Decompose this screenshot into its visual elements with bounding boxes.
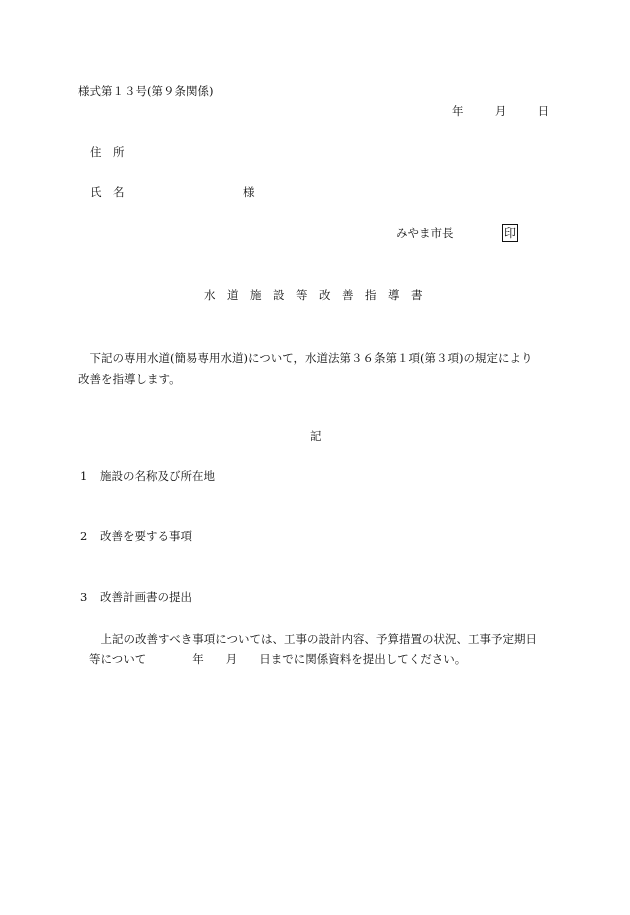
body-line-2: 改善を指導します。: [78, 372, 181, 386]
body-line-1: 下記の専用水道(簡易専用水道)について，水道法第３６条第１項(第３項)の規定により: [78, 351, 533, 365]
list-item: [80, 592, 192, 604]
item-text: 改善を要する事項: [100, 529, 192, 543]
detail-prefix: 等について: [89, 652, 147, 666]
detail-month: 月: [225, 652, 238, 666]
issuer-mayor: みやま市長: [396, 226, 454, 240]
form-number-label: 様式第１３号(第９条関係): [78, 84, 214, 98]
list-item: [80, 531, 192, 543]
item-number: 3: [80, 590, 88, 604]
list-item: [80, 471, 215, 483]
item-text: 施設の名称及び所在地: [100, 469, 215, 483]
submission-detail: [89, 629, 569, 669]
detail-line-2: [89, 649, 569, 669]
date-month: 月: [494, 104, 507, 118]
address-label: 住 所: [90, 145, 125, 159]
item-number: 1: [80, 469, 88, 483]
name-label: 氏 名: [90, 185, 125, 199]
seal-mark: 印: [504, 226, 517, 240]
date-day: 日: [537, 104, 550, 118]
item-text: 改善計画書の提出: [100, 590, 192, 604]
honorific-sama: 様: [243, 185, 255, 199]
date-year: 年: [452, 104, 464, 118]
detail-line-1: 上記の改善すべき事項については、工事の設計内容、予算措置の状況、工事予定期日: [89, 632, 538, 646]
document-title: 水 道 施 設 等 改 善 指 導 書: [204, 288, 423, 302]
detail-year: 年: [192, 652, 204, 666]
body-paragraph: [78, 348, 568, 390]
ki-heading: 記: [310, 429, 322, 443]
detail-suffix: 日までに関係資料を提出してください。: [259, 652, 467, 666]
item-number: 2: [80, 529, 88, 543]
date-line: [452, 106, 549, 118]
